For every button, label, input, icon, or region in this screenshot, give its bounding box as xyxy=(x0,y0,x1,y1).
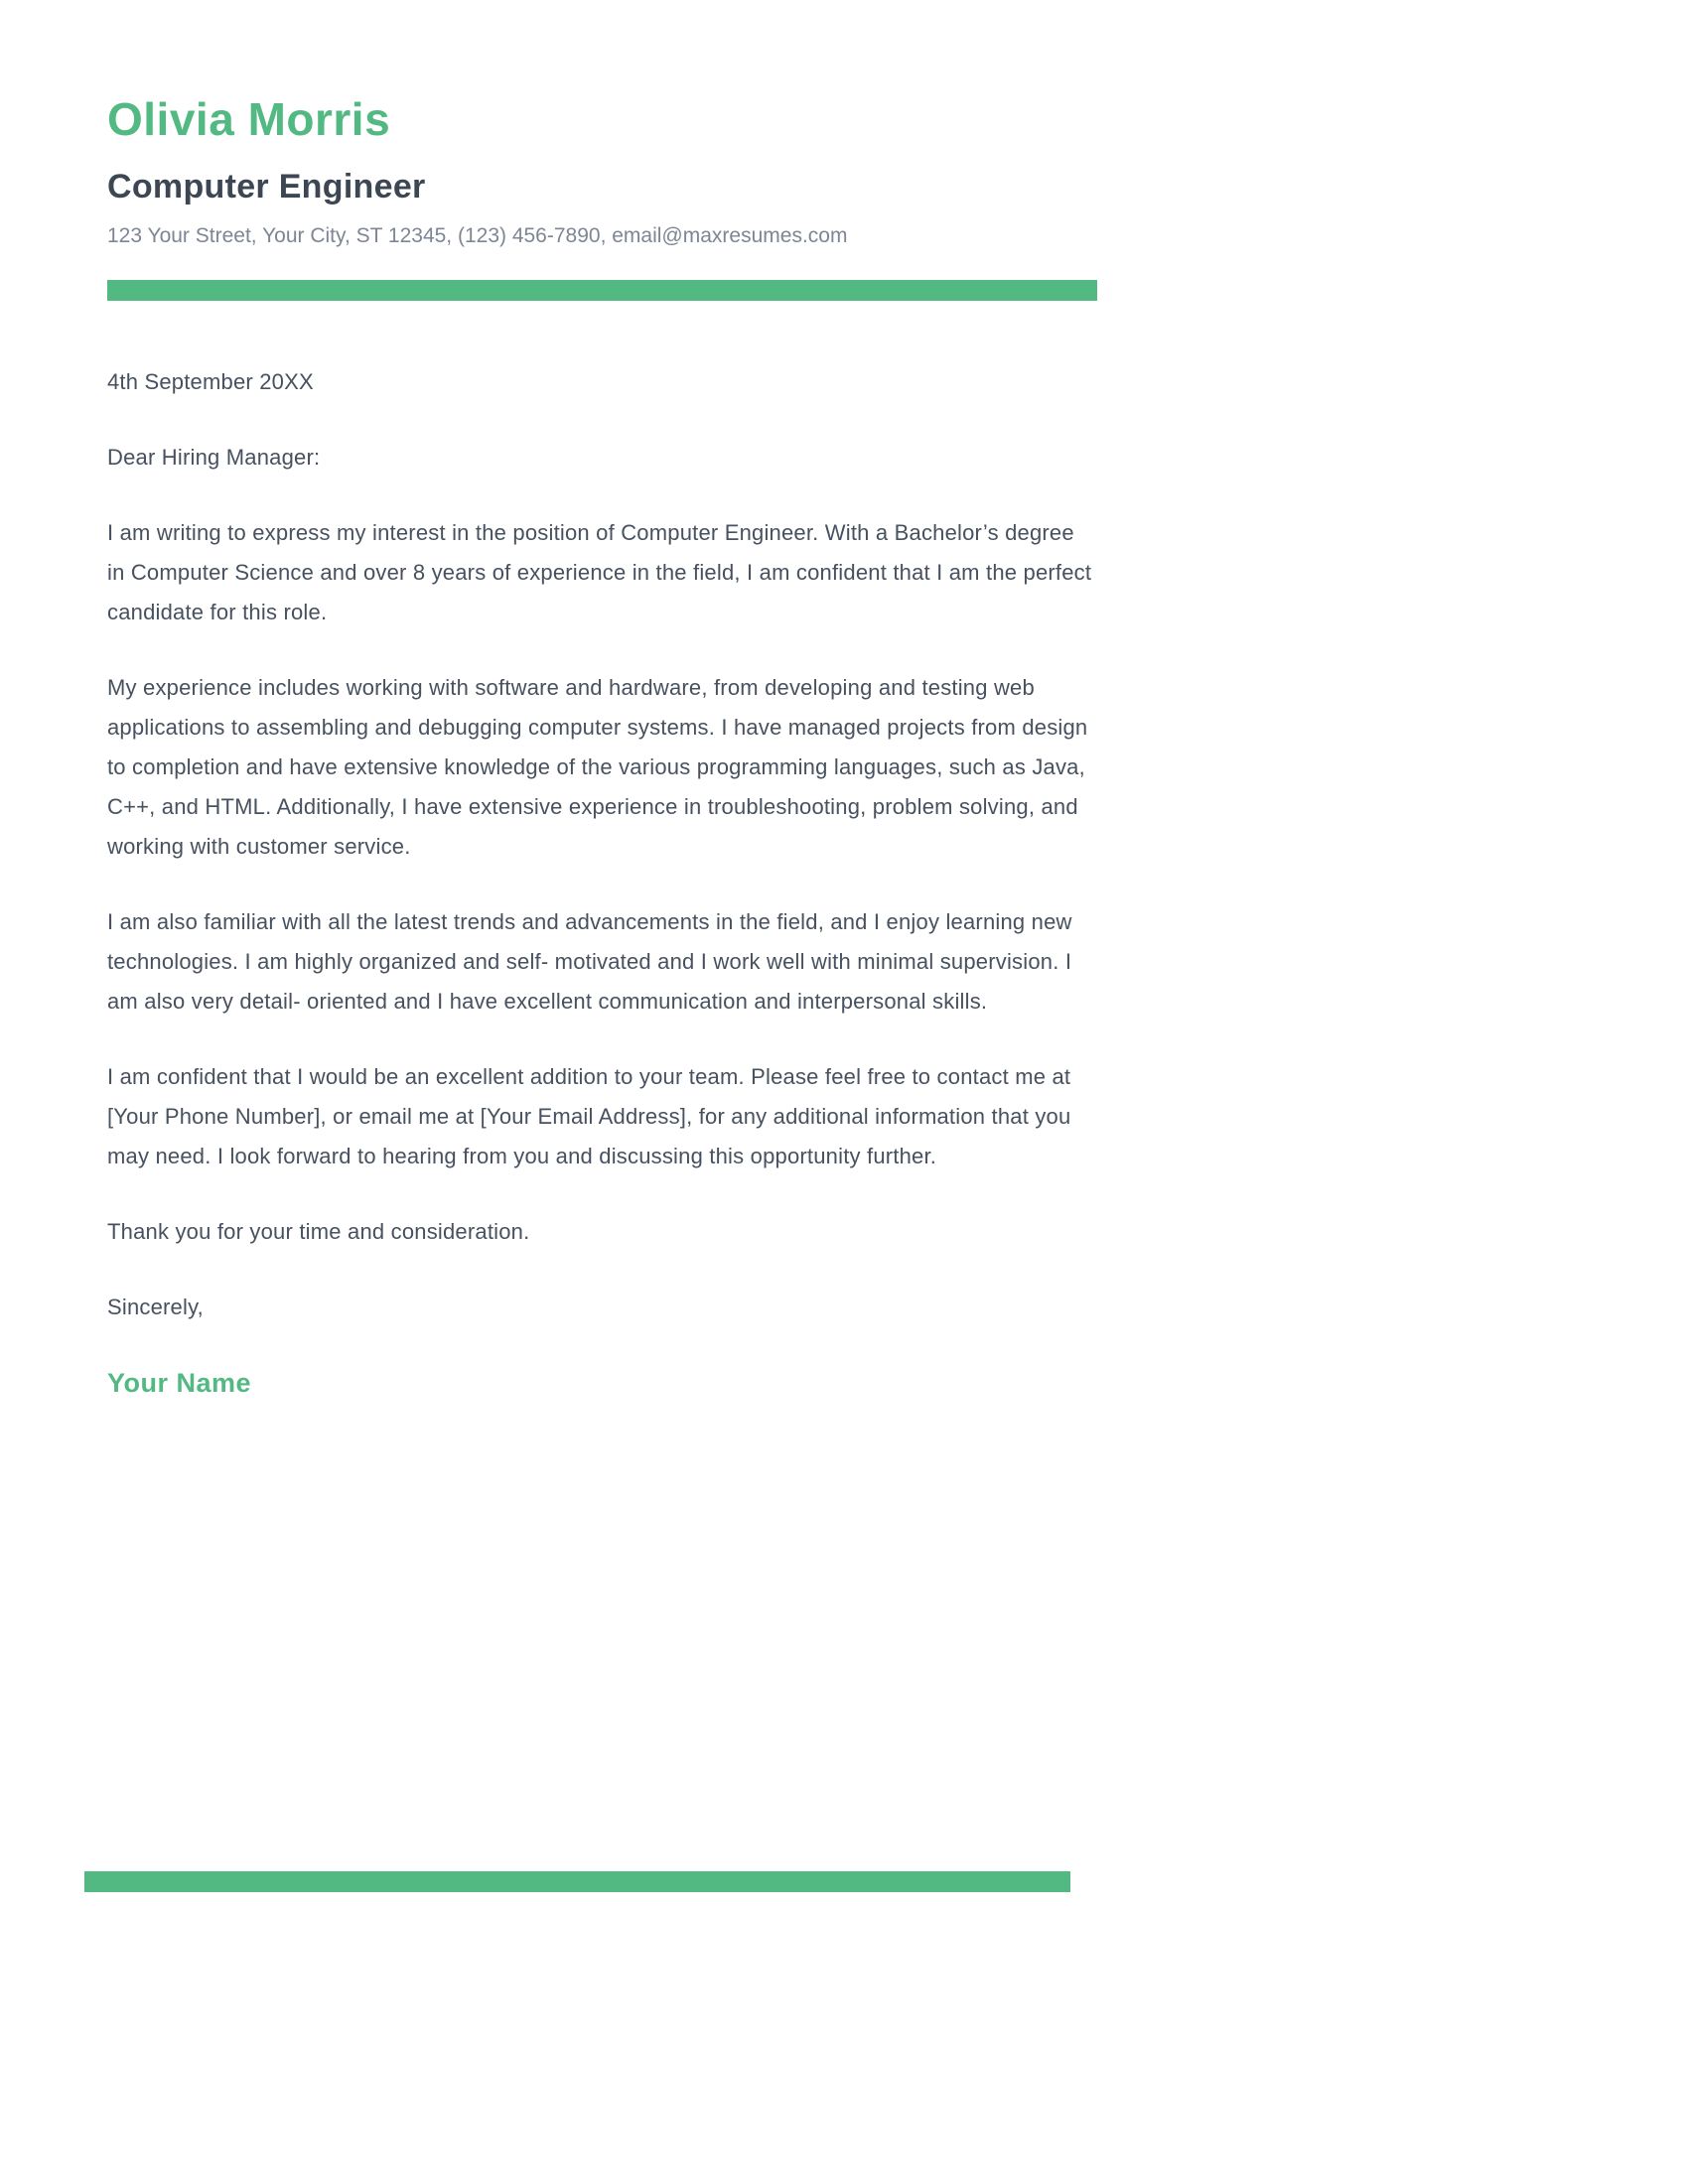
header-accent-bar xyxy=(107,280,1097,301)
applicant-name: Olivia Morris xyxy=(107,93,391,145)
thank-you-line: Thank you for your time and consideration. xyxy=(107,1219,530,1244)
paragraph-intro: I am writing to express my interest in the position of Computer Engineer. With a Bachelor’s degree in Computer Science and over 8 years of experience in the field, I am confident that I am the perfect candidate for this role. xyxy=(107,520,1092,624)
paragraph-contact: I am confident that I would be an excellent addition to your team. Please feel free to contact me at [Your Phone Number], or email me at [Your Email Address], for any additional information that you may need. I look forward to hearing from you and discussing this opportunity further. xyxy=(107,1064,1071,1168)
applicant-job-title: Computer Engineer xyxy=(107,168,426,205)
salutation: Dear Hiring Manager: xyxy=(107,445,321,470)
closing-line: Sincerely, xyxy=(107,1295,204,1319)
contact-info: 123 Your Street, Your City, ST 12345, (123) 456-7890, email@maxresumes.com xyxy=(107,224,848,247)
letter-header xyxy=(0,0,1688,250)
paragraph-experience: My experience includes working with software and hardware, from developing and testing web applications to assembling and debugging computer systems. I have managed projects from design to completion and have extensive knowledge of the various programming languages, such as Java, C++, and HTML. Additionally, I have extensive experience in troubleshooting, problem solving, and working with customer service. xyxy=(107,675,1088,859)
signature-name: Your Name xyxy=(107,1368,252,1398)
footer-accent-bar xyxy=(84,1871,1070,1892)
letter-date: 4th September 20XX xyxy=(107,369,314,394)
letter-body xyxy=(107,362,1095,1403)
paragraph-skills: I am also familiar with all the latest trends and advancements in the field, and I enjoy learning new technologies. I am highly organized and self- motivated and I work well with minimal supervision. I am also very detail- oriented and I have excellent communication and interpersonal skills. xyxy=(107,909,1072,1014)
